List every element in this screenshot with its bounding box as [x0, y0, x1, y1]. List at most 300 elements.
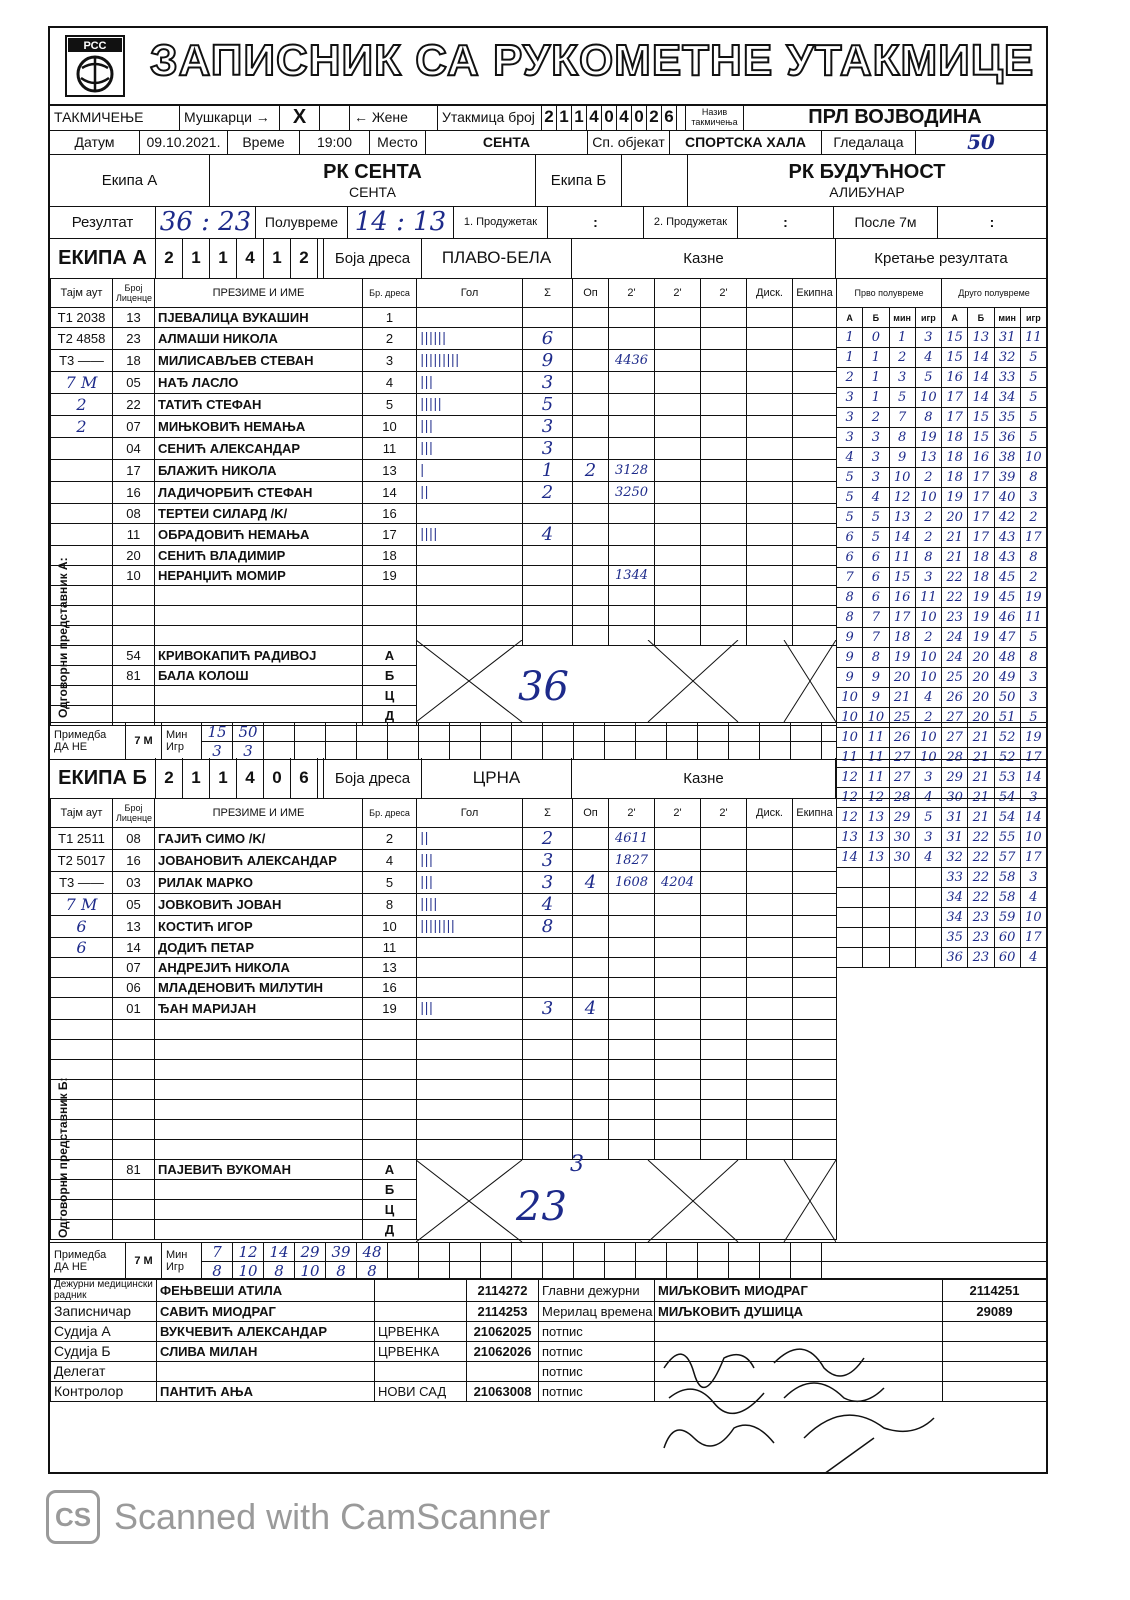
team-b-player-name — [155, 1120, 363, 1140]
team-a-7m-igr-cell — [388, 742, 419, 759]
signatures — [654, 1328, 954, 1474]
progress-cell: 17 — [942, 388, 968, 408]
team-b-license-cell: 03 — [113, 872, 155, 894]
team-b-team-penalty-cell — [793, 872, 837, 894]
progress-cell: 32 — [994, 348, 1020, 368]
team-a-col-header: Диск. — [747, 279, 793, 308]
team-a-code-digit: 2 — [156, 238, 183, 278]
team-a-7m-igr-cell — [295, 742, 326, 759]
team-a-jersey-number: 4 — [363, 372, 417, 394]
team-a-7m-min-cell — [729, 723, 760, 741]
team-b-player-row — [51, 850, 837, 872]
progress-cell: 3 — [915, 328, 941, 348]
team-a-team-penalty-cell — [793, 394, 837, 416]
team-b-disq-cell — [747, 998, 793, 1020]
progress-cell: 27 — [889, 768, 915, 788]
progress-cell: 7 — [837, 568, 863, 588]
team-a-penalty-3 — [701, 308, 747, 328]
progress-cell: 22 — [942, 568, 968, 588]
place-value: СЕНТА — [426, 130, 588, 154]
team-a-goals-tally — [417, 606, 523, 626]
progress-cell: 13 — [837, 828, 863, 848]
team-b-player-name — [155, 1040, 363, 1060]
team-a-jersey-number: 19 — [363, 566, 417, 586]
team-a-goals-tally — [417, 586, 523, 606]
progress-cell: 15 — [942, 328, 968, 348]
team-b-player-row — [51, 916, 837, 938]
progress-row — [837, 888, 1047, 908]
team-a-jersey-number: 16 — [363, 504, 417, 524]
team-a-player-name — [155, 606, 363, 626]
footer-person-name: ВУКЧЕВИЋ АЛЕКСАНДАР — [157, 1322, 375, 1342]
team-b-warning-cell — [573, 938, 609, 958]
team-a-team-penalty-cell — [793, 460, 837, 482]
date-value: 09.10.2021. — [140, 130, 228, 154]
team-b-penalty-2 — [655, 1020, 701, 1040]
team-b-penalty-2 — [655, 938, 701, 958]
progress-cell: 35 — [994, 408, 1020, 428]
women-label: ← Жене — [350, 104, 438, 130]
team-b-player-name — [155, 1020, 363, 1040]
team-a-7m-igr-cell — [419, 742, 450, 759]
team-b-code-digit: 6 — [291, 758, 318, 798]
team-b-goals-tally — [417, 1140, 523, 1160]
team-b-goals-sum — [523, 1080, 573, 1100]
time-label: Време — [228, 130, 300, 154]
team-a-col-header: Оп — [573, 279, 609, 308]
team-b-penalty-2 — [655, 1060, 701, 1080]
ot1-value: : — [548, 206, 644, 238]
progress-cell: 6 — [863, 548, 889, 568]
progress-cell: 3 — [837, 388, 863, 408]
progress-cell: 15 — [968, 428, 994, 448]
team-b-license-cell — [113, 1140, 155, 1160]
team-b-label: Екипа Б — [536, 154, 622, 206]
team-b-team-penalty-cell — [793, 1120, 837, 1140]
team-a-total: 36 — [518, 664, 569, 710]
progress-cell: 19 — [1020, 588, 1046, 608]
team-b-7m-min-cell — [667, 1243, 698, 1261]
team-b-note-label: Примедба — [54, 1249, 107, 1261]
team-a-7m-min-cell — [543, 723, 574, 741]
progress-cell: 11 — [837, 748, 863, 768]
progress-row — [837, 408, 1047, 428]
team-b-disq-cell — [747, 1020, 793, 1040]
team-b-player-row — [51, 828, 837, 850]
team-b-7m-igr-cell — [388, 1262, 419, 1279]
progress-cell: 7 — [863, 628, 889, 648]
progress-col-header: Б — [863, 308, 889, 328]
team-a-warning-cell — [573, 416, 609, 438]
progress-cell: 18 — [942, 448, 968, 468]
team-a-player-name: ПЈЕВАЛИЦА ВУКАШИН — [155, 308, 363, 328]
progress-cell: 17 — [1020, 528, 1046, 548]
progress-cell: 21 — [968, 808, 994, 828]
team-a-7m-min-cell — [791, 723, 822, 741]
team-b-7m-igr-cell — [419, 1262, 450, 1279]
progress-cell: 19 — [968, 628, 994, 648]
team-a-goals-sum: 3 — [523, 438, 573, 460]
final-score: 36 : 23 — [156, 206, 256, 238]
team-b-goals-tally: |||| — [417, 894, 523, 916]
progress-row — [837, 868, 1047, 888]
team-a-yes-no: ДА НЕ — [54, 741, 88, 753]
team-b-col-header: 2' — [655, 799, 701, 828]
progress-row — [837, 928, 1047, 948]
team-a-col-header: Екипна — [793, 279, 837, 308]
team-b-7m-min-cell — [388, 1243, 419, 1261]
match-number-digit: 0 — [602, 104, 617, 130]
team-b-penalty-1: 4611 — [609, 828, 655, 850]
team-b-jersey-number: 10 — [363, 916, 417, 938]
progress-cell: 3 — [889, 368, 915, 388]
team-a-goals-tally: ||| — [417, 372, 523, 394]
team-a-disq-cell — [747, 606, 793, 626]
report-header — [50, 28, 1046, 106]
progress-cell: 5 — [1020, 428, 1046, 448]
team-b-goals-sum: 8 — [523, 916, 573, 938]
team-a-penalty-3 — [701, 394, 747, 416]
team-a-penalty-1 — [609, 524, 655, 546]
progress-cell: 34 — [942, 908, 968, 928]
match-report-sheet — [48, 26, 1048, 1474]
progress-cell: 19 — [968, 608, 994, 628]
progress-cell: 17 — [968, 508, 994, 528]
team-b-timeout-cell — [51, 978, 113, 998]
progress-cell: 12 — [889, 488, 915, 508]
team-a-goals-tally — [417, 308, 523, 328]
progress-row — [837, 668, 1047, 688]
team-a-penalty-2 — [655, 308, 701, 328]
team-b-warning-cell — [573, 1120, 609, 1140]
progress-cell — [889, 908, 915, 928]
team-a-penalty-1 — [609, 416, 655, 438]
team-a-7m-igr-cell — [543, 742, 574, 759]
team-a-code — [156, 238, 324, 278]
progress-cell: 2 — [915, 528, 941, 548]
team-a-timeout-cell — [51, 460, 113, 482]
progress-cell: 19 — [889, 648, 915, 668]
team-a-penalty-2 — [655, 350, 701, 372]
team-b-7m-igr-cell — [729, 1262, 760, 1279]
team-a-team-penalty-cell — [793, 438, 837, 460]
team-a-warning-cell — [573, 606, 609, 626]
progress-cell: 6 — [863, 568, 889, 588]
progress-cell — [915, 868, 941, 888]
team-b-7m-values — [202, 1243, 1046, 1279]
team-a-7m-min-cell: 15 — [202, 723, 233, 741]
team-a-player-row — [51, 460, 837, 482]
progress-cell: 25 — [942, 668, 968, 688]
team-a-license-cell: 22 — [113, 394, 155, 416]
match-number-digit: 2 — [647, 104, 662, 130]
progress-cell: 9 — [863, 688, 889, 708]
team-b-official-role: Д — [363, 1220, 417, 1240]
team-a-disq-cell — [747, 524, 793, 546]
second-half-label: Друго полувреме — [942, 279, 1047, 308]
team-a-penalty-1 — [609, 308, 655, 328]
team-b-goals-tally — [417, 1020, 523, 1040]
progress-cell: 9 — [837, 668, 863, 688]
date-row — [50, 130, 1046, 155]
team-b-7m-igr-cell — [698, 1262, 729, 1279]
team-a-player-row — [51, 586, 837, 606]
footer-role2-label: потпис — [539, 1382, 655, 1402]
team-b-official-role: А — [363, 1160, 417, 1180]
team-a-player-name: НЕРАНЏИЋ МОМИР — [155, 566, 363, 586]
team-b-disq-cell — [747, 872, 793, 894]
team-b-jersey: ЦРНА — [422, 758, 572, 798]
footer-person-name: ПАНТИЋ АЊА — [157, 1382, 375, 1402]
progress-cell: 1 — [863, 348, 889, 368]
progress-cell — [889, 948, 915, 968]
team-a-penalty-3 — [701, 524, 747, 546]
team-b-7m-igr-cell — [667, 1262, 698, 1279]
team-a-7m-igr-cell — [760, 742, 791, 759]
team-b-license-cell — [113, 1040, 155, 1060]
report-title: ЗАПИСНИК СА РУКОМЕТНЕ УТАКМИЦЕ — [150, 36, 1035, 85]
progress-cell: 59 — [994, 908, 1020, 928]
team-a-name: РК СЕНТА — [323, 160, 422, 183]
team-a-player-row — [51, 350, 837, 372]
progress-cell: 8 — [1020, 548, 1046, 568]
team-a-header-row — [51, 279, 837, 308]
progress-cell: 5 — [837, 488, 863, 508]
progress-cell: 4 — [1020, 888, 1046, 908]
progress-cell: 12 — [837, 768, 863, 788]
progress-cell — [863, 868, 889, 888]
progress-cell: 17 — [942, 408, 968, 428]
team-a-penalty-3 — [701, 460, 747, 482]
team-a-warning-cell — [573, 350, 609, 372]
progress-cell: 22 — [968, 868, 994, 888]
team-a-crossed-boxes — [416, 640, 836, 722]
camscanner-watermark — [46, 1490, 550, 1544]
team-b-player-name: КОСТИЋ ИГОР — [155, 916, 363, 938]
team-b-official-role: Б — [363, 1180, 417, 1200]
progress-cell: 24 — [942, 628, 968, 648]
progress-cell: 19 — [915, 428, 941, 448]
team-a-7m-igr-cell — [574, 742, 605, 759]
team-b-license-cell — [113, 1100, 155, 1120]
team-b-timeout-cell: 6 — [51, 916, 113, 938]
team-b-7m-min-cell — [729, 1243, 760, 1261]
team-b-code-digit: 4 — [237, 758, 264, 798]
team-b-team-penalty-cell — [793, 1060, 837, 1080]
progress-cell: 9 — [837, 648, 863, 668]
progress-cell: 15 — [968, 408, 994, 428]
progress-cell: 18 — [889, 628, 915, 648]
team-b-team-penalty-cell — [793, 1100, 837, 1120]
progress-cell: 16 — [942, 368, 968, 388]
team-a-official-role: Б — [363, 666, 417, 686]
team-b-col-header: 2' — [609, 799, 655, 828]
team-b-goals-tally — [417, 958, 523, 978]
progress-cell: 11 — [863, 748, 889, 768]
progress-cell: 10 — [1020, 828, 1046, 848]
match-number-digit: 6 — [662, 104, 677, 130]
team-b-jersey-number: 2 — [363, 828, 417, 850]
team-b-license-cell: 05 — [113, 894, 155, 916]
team-a-player-name: БЛАЖИЋ НИКОЛА — [155, 460, 363, 482]
team-b-official-role: Ц — [363, 1200, 417, 1220]
progress-cell: 2 — [915, 708, 941, 728]
progress-cell: 5 — [1020, 408, 1046, 428]
team-a-penalty-1 — [609, 586, 655, 606]
team-a-jersey-number: 11 — [363, 438, 417, 460]
team-b-penalty-2: 4204 — [655, 872, 701, 894]
progress-cell — [915, 928, 941, 948]
team-a-penalty-2 — [655, 460, 701, 482]
progress-cell: 11 — [1020, 608, 1046, 628]
progress-col-header: игр — [1020, 308, 1046, 328]
progress-cell: 14 — [1020, 768, 1046, 788]
team-a-col-header: Тајм аут — [51, 279, 113, 308]
progress-cell: 60 — [994, 948, 1020, 968]
team-b-7m-min-cell — [760, 1243, 791, 1261]
footer-person2-name: МИЉКОВИЋ ДУШИЦА — [655, 1302, 943, 1322]
progress-cell: 8 — [915, 548, 941, 568]
team-b-penalty-1 — [609, 998, 655, 1020]
team-b-warning-cell — [573, 1100, 609, 1120]
team-a-7m-min-cell — [636, 723, 667, 741]
match-number-digit: 4 — [587, 104, 602, 130]
team-b-penalty-1 — [609, 958, 655, 978]
team-b-warning-cell — [573, 978, 609, 998]
team-a-player-row — [51, 416, 837, 438]
team-a-7m-min-cell — [357, 723, 388, 741]
progress-cell — [837, 888, 863, 908]
progress-cell: 6 — [837, 528, 863, 548]
progress-col-header: игр — [915, 308, 941, 328]
team-a-disq-cell — [747, 394, 793, 416]
team-b-goals-tally: ||| — [417, 998, 523, 1020]
team-a-penalty-3 — [701, 546, 747, 566]
team-b-code-digit: 0 — [264, 758, 291, 798]
team-b-player-name: АНДРЕЈИЋ НИКОЛА — [155, 958, 363, 978]
team-b-jersey-number: 13 — [363, 958, 417, 978]
match-number-digit: 1 — [572, 104, 587, 130]
team-b-col-header: Екипна — [793, 799, 837, 828]
team-b-disq-cell — [747, 828, 793, 850]
team-b-7m-min-cell — [512, 1243, 543, 1261]
team-a-penalty-1: 1344 — [609, 566, 655, 586]
team-b-team-penalty-cell — [793, 938, 837, 958]
team-a-goals-sum: 6 — [523, 328, 573, 350]
team-a-player-name: МИЊКОВИЋ НЕМАЊА — [155, 416, 363, 438]
team-b-goals-tally — [417, 978, 523, 998]
team-b-team-penalty-cell — [793, 916, 837, 938]
progress-cell: 54 — [994, 788, 1020, 808]
team-a-penalty-3 — [701, 350, 747, 372]
team-a-7m-min-cell — [450, 723, 481, 741]
team-b-goals-sum — [523, 1100, 573, 1120]
logo-text: РСС — [83, 40, 107, 52]
team-b-team-penalty-cell — [793, 1040, 837, 1060]
progress-cell: 6 — [863, 588, 889, 608]
team-a-7m-min-cell — [760, 723, 791, 741]
team-a-penalty-2 — [655, 524, 701, 546]
footer-license2 — [943, 1322, 1047, 1342]
team-b-disq-cell — [747, 938, 793, 958]
team-a-team-penalty-cell — [793, 566, 837, 586]
team-b-goals-tally: ||| — [417, 850, 523, 872]
team-b-name: РК БУДУЋНОСТ — [788, 160, 946, 183]
team-a-min-label: Мин — [166, 729, 188, 741]
team-a-player-name: СЕНИЋ ВЛАДИМИР — [155, 546, 363, 566]
team-b-penalty-1 — [609, 1120, 655, 1140]
progress-cell: 20 — [968, 648, 994, 668]
team-a-license-cell — [113, 586, 155, 606]
progress-cell: 3 — [837, 408, 863, 428]
progress-cell: 3 — [1020, 488, 1046, 508]
spectators-value: 50 — [967, 130, 995, 154]
team-b-penalty-2 — [655, 1120, 701, 1140]
team-a-player-row — [51, 328, 837, 350]
team-a-player-name: НАЂ ЛАСЛО — [155, 372, 363, 394]
team-a-7m-igr-cell — [357, 742, 388, 759]
progress-row — [837, 808, 1047, 828]
team-b-license-cell — [113, 1080, 155, 1100]
team-a-goals-tally: | — [417, 460, 523, 482]
progress-cell: 31 — [942, 828, 968, 848]
team-b-disq-cell — [747, 978, 793, 998]
team-b-penalty-3 — [701, 1100, 747, 1120]
team-a-col-header: Број Лиценце — [113, 279, 155, 308]
team-b-penalty-2 — [655, 978, 701, 998]
progress-cell: 1 — [837, 348, 863, 368]
team-b-spacer — [622, 154, 688, 206]
team-a-goals-sum: 2 — [523, 482, 573, 504]
team-a-7m-min-row — [202, 723, 836, 742]
result-label: Резултат — [50, 206, 156, 238]
team-b-warning-cell — [573, 1040, 609, 1060]
ot2-label: 2. Продужетак — [644, 206, 738, 238]
team-b-penalty-3 — [701, 1060, 747, 1080]
team-a-disq-cell — [747, 546, 793, 566]
progress-cell: 43 — [994, 548, 1020, 568]
team-b-goals-sum — [523, 1140, 573, 1160]
team-b-team-penalty-cell — [793, 978, 837, 998]
progress-cell: 11 — [889, 548, 915, 568]
team-a-license-cell: 16 — [113, 482, 155, 504]
team-b-license-cell — [113, 1020, 155, 1040]
progress-cell: 21 — [968, 768, 994, 788]
team-a-col-header: Σ — [523, 279, 573, 308]
team-a-disq-cell — [747, 586, 793, 606]
team-b-penalty-1 — [609, 1060, 655, 1080]
progress-cell: 21 — [968, 728, 994, 748]
team-a-7m-igr-cell — [450, 742, 481, 759]
team-b-player-row — [51, 872, 837, 894]
team-b-7m-igr-cell: 8 — [202, 1262, 233, 1279]
progress-cell: 14 — [968, 388, 994, 408]
footer-role-label: Судија Б — [51, 1342, 157, 1362]
team-b-timeout-cell — [51, 1020, 113, 1040]
team-b-7m-igr-cell: 10 — [233, 1262, 264, 1279]
team-b-team-penalty-cell — [793, 1020, 837, 1040]
team-b-disq-cell — [747, 894, 793, 916]
progress-cell: 24 — [942, 648, 968, 668]
team-a-goals-tally: ||||| — [417, 394, 523, 416]
team-a-team-penalty-cell — [793, 504, 837, 524]
team-b-goals-sum: 3 — [523, 872, 573, 894]
team-a-warning-cell: 2 — [573, 460, 609, 482]
team-b-penalty-3 — [701, 916, 747, 938]
progress-cell: 11 — [863, 728, 889, 748]
competition-label: ТАКМИЧЕЊЕ — [50, 104, 180, 130]
team-b-jersey-label: Боја дреса — [324, 758, 422, 798]
